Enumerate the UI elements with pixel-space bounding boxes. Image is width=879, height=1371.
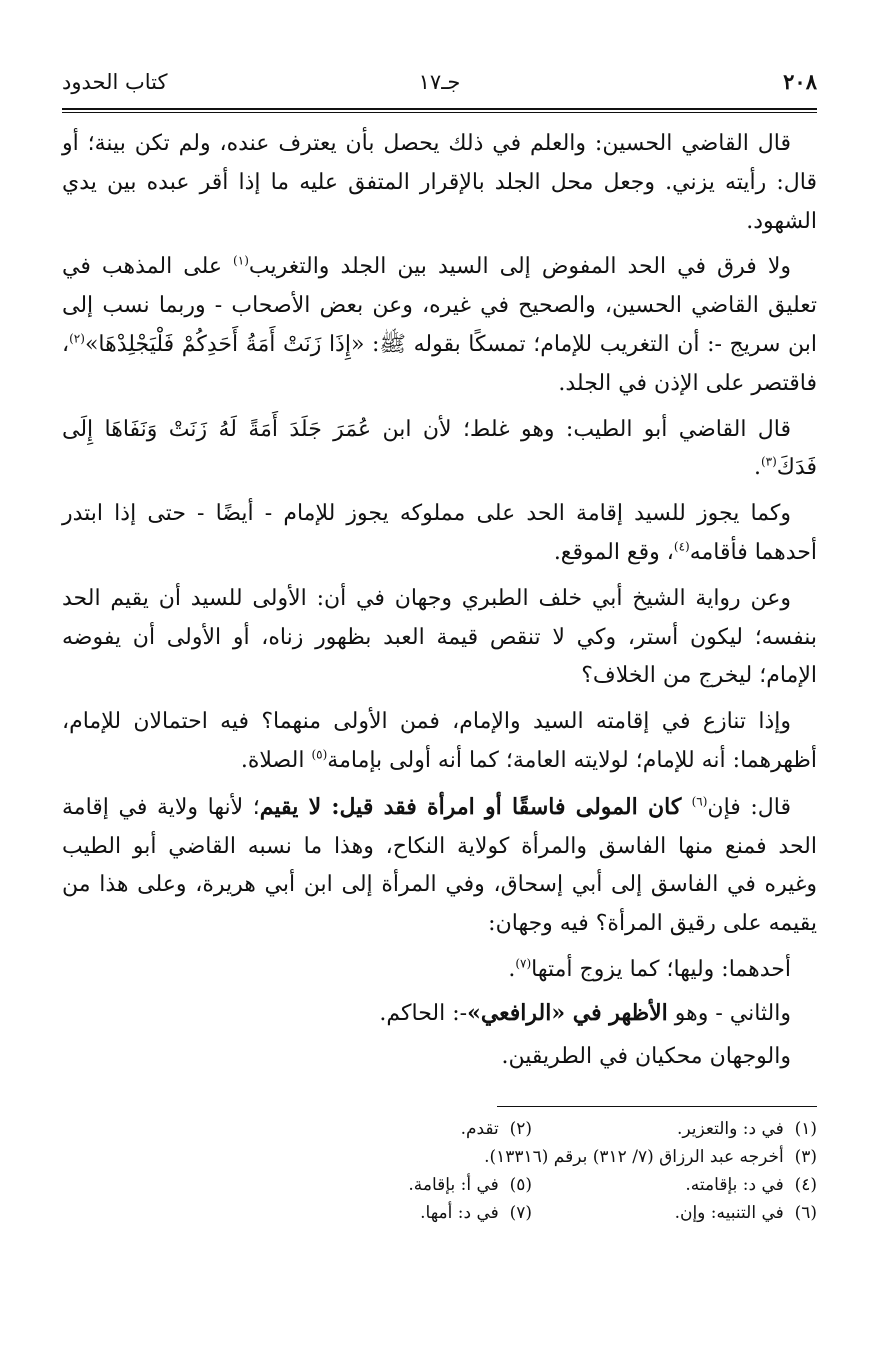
paragraph: وكما يجوز للسيد إقامة الحد على مملوكه يجوز للإمام - أيضًا - حتى إذا ابتدر أحدهما فأقامه$^{(٤)}$، وقع الموقع. (62, 501, 817, 565)
paragraph: قال القاضي الحسين: والعلم في ذلك يحصل بأن يعترف عنده، ولم تكن بينة؛ أو قال: رأيته يزني. وجعل محل الجلد بالإقرار المتفق عليه ما إذا أقر عبده بين يدي الشهود. (62, 131, 817, 234)
footnote-ref[interactable]: (٢) (69, 331, 85, 346)
paragraph: ولا فرق في الحد المفوض إلى السيد بين الجلد والتغريب$^{(١)}$ على المذهب في تعليق القاضي الحسين، والصحيح في غيره، وعن بعض الأصحاب - وربما نسب إلى ابن سريج -: أن التغريب للإمام؛ تمسكًا بقوله ﷺ: «إِذَا زَنَتْ أَمَةُ أَحَدِكُمْ فَلْيَجْلِدْهَا»$^{(٢)}$، فاقتصر على الإذن في الجلد. (62, 254, 817, 396)
main-text (62, 125, 817, 1076)
footnote-rule (497, 1106, 817, 1107)
book-title: كتاب الحدود (62, 70, 168, 94)
paragraph: والثاني - وهو الأظهر في «الرافعي»-: الحاكم. (379, 999, 791, 1026)
footnote-ref[interactable]: (٦) (691, 794, 708, 809)
footnote: (٢) تقدم. (460, 1119, 532, 1140)
paragraph: أحدهما: وليها؛ كما يزوج أمتها$^{(٧)}$. (508, 956, 791, 982)
footnote: (٦) في التنبيه: وإن. (674, 1203, 817, 1224)
volume-label: جـ١٧ (418, 70, 461, 94)
footnote: (١) في د: والتعزير. (677, 1119, 817, 1140)
paragraph: قال القاضي أبو الطيب: وهو غلط؛ لأن ابن عُمَرَ جَلَدَ أَمَةً لَهُ زَنَتْ وَنَفَاهَا إِلَى فَدَكَ$^{(٣)}$. (62, 416, 817, 481)
paragraph: وعن رواية الشيخ أبي خلف الطبري وجهان في أن: الأولى للسيد أن يقيم الحد بنفسه؛ ليكون أستر، وكي لا تنقص قيمة العبد بظهور زناه، أو الأولى أن يفوضه الإمام؛ ليخرج من الخلاف؟ (62, 585, 817, 689)
matn-text: كان المولى فاسقًا أو امرأة فقد قيل: لا يقيم (259, 793, 692, 820)
matn-text: الأظهر في «الرافعي» (467, 999, 668, 1026)
footnote-ref[interactable]: (١) (233, 254, 249, 269)
running-header (62, 62, 817, 102)
paragraph: وإذا تنازع في إقامته السيد والإمام، فمن الأولى منهما؟ فيه احتمالان للإمام، أظهرهما: أنه للإمام؛ لولايته العامة؛ كما أنه أولى بإمامة$^{(٥)}$ الصلاة. (62, 709, 817, 773)
paragraph: والوجهان محكيان في الطريقين. (501, 1043, 791, 1069)
page-number: ٢٠٨ (783, 69, 817, 94)
footnote-ref[interactable]: (٧) (515, 956, 532, 971)
footnote: (٧) في د: أمها. (420, 1203, 532, 1224)
footnotes (62, 1115, 817, 1227)
footnote: (٥) في أ: بإقامة. (408, 1175, 532, 1196)
page (62, 62, 817, 1322)
footnote: (٣) أخرجه عبد الرزاق (٧/ ٣١٢) برقم (١٣٣١٦). (484, 1147, 817, 1168)
footnote-ref[interactable]: (٥) (311, 747, 328, 762)
header-rule (62, 108, 817, 113)
paragraph: قال: فإن$^{(٦)}$ كان المولى فاسقًا أو امرأة فقد قيل: لا يقيم؛ لأنها ولاية في إقامة الحد فمنع منها الفاسق والمرأة كولاية النكاح، وهذا ما نسبه القاضي أبو الطيب وغيره في الفاسق إلى أبي إسحاق، وفي المرأة إلى ابن أبي هريرة، وعلى هذا من يقيمه على رقيق المرأة؟ فيه وجهان: (62, 793, 817, 937)
footnote-ref[interactable]: (٤) (673, 539, 690, 554)
footnote: (٤) في د: بإقامته. (685, 1175, 817, 1196)
footnote-ref[interactable]: (٣) (760, 455, 777, 470)
